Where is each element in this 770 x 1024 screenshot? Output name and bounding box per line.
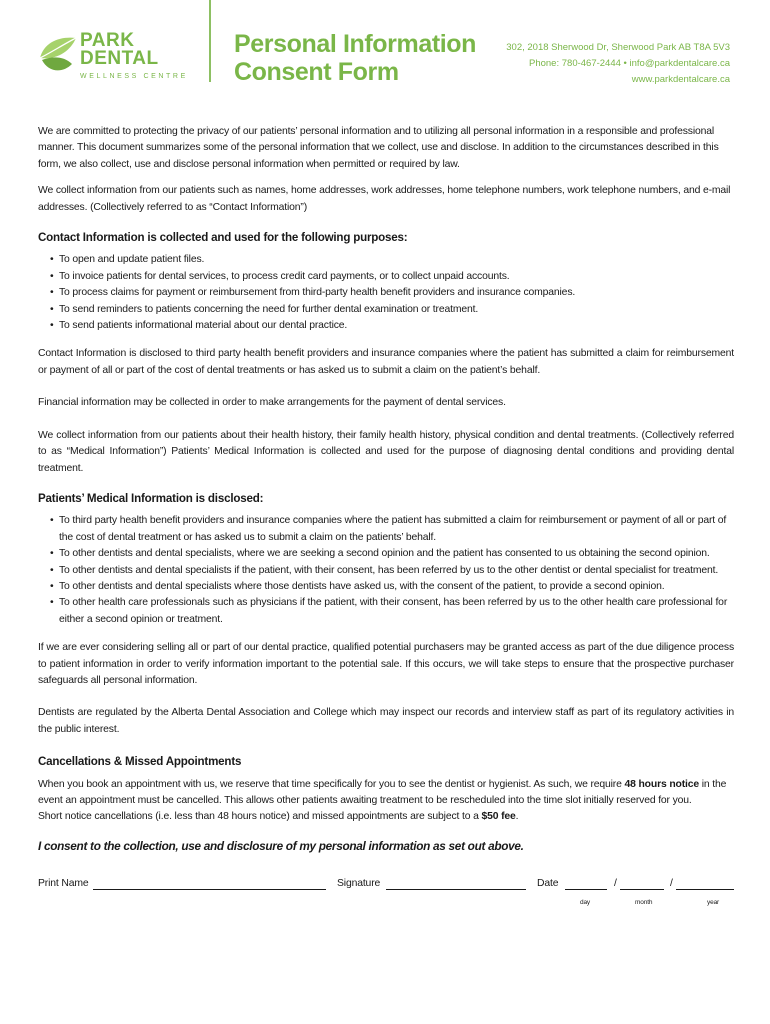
list-item: • To other dentists and dental specialists, where we are seeking a second opinion and the patient has consented to us obtaining the second opinion. (50, 546, 734, 562)
header-divider (209, 0, 211, 82)
clinic-website[interactable]: www.parkdentalcare.ca (631, 74, 730, 85)
date-label: Date (537, 878, 559, 890)
clinic-address: 302, 2018 Sherwood Dr, Sherwood Park AB T8A 5V3 (506, 42, 730, 53)
form-body (38, 124, 734, 906)
date-separator: / (670, 878, 673, 890)
print-name-label: Print Name (38, 878, 89, 890)
contact-purposes-list (38, 252, 734, 334)
clinic-phone-email[interactable]: Phone: 780-467-2444 • info@parkdentalcare.ca (529, 58, 730, 69)
date-day-field[interactable] (565, 889, 607, 890)
medical-disclosed-heading: Patients’ Medical Information is disclosed: (38, 491, 264, 505)
cancellations-text-3: Short notice cancellations (i.e. less than 48 hours notice) and missed appointments are subject to a (38, 811, 482, 823)
financial-info-paragraph: Financial information may be collected in order to make arrangements for the payment of dental services. (38, 397, 506, 409)
notice-period: 48 hours notice (624, 778, 700, 790)
logo-park-text: PARK (80, 30, 135, 51)
medical-info-paragraph: We collect information from our patients about their health history, their family health history, physical condition and dental treatments. (Collectively referred to as “Medical Information”) Patients’ Medical Information is collected and used for the purpose of diagnosing dental conditions and providing dental treatment. (38, 429, 734, 474)
form-title-line2: Consent Form (234, 58, 399, 86)
list-item: • To send patients informational material about our dental practice. (50, 318, 734, 334)
practice-sale-paragraph: If we are ever considering selling all or part of our dental practice, qualified potential purchasers may be granted access as part of the due diligence process to patient information in order to verify information important to the potential sale. If this occurs, we will take steps to ensure that the prospective purchaser safeguards all personal information. (38, 642, 734, 686)
leaf-logo-icon (38, 34, 78, 78)
month-caption: month (635, 899, 653, 907)
park-dental-logo (38, 30, 198, 86)
list-item: • To other dentists and dental specialists if the patient, with their consent, has been referred by us to the other dentist or dental specialist for treatment. (50, 563, 734, 579)
cancellations-text-4: . (515, 811, 519, 823)
signature-field[interactable] (386, 889, 526, 890)
list-item: • To other dentists and dental specialists where those dentists have asked us, with the consent of the patient, to provide a second opinion. (50, 579, 734, 595)
date-month-field[interactable] (620, 889, 664, 890)
date-year-field[interactable] (676, 889, 734, 890)
list-item: • To invoice patients for dental services, to process credit card payments, or to collect unpaid accounts. (50, 269, 734, 285)
intro-paragraph: We are committed to protecting the privacy of our patients’ personal information and to utilizing all personal information in a responsible and professional manner. This document summarizes some of the personal information that we collect, use and disclose. In addition to the circumstances described in this form, we also collect, use and disclose personal information when permitted or required by law. (38, 126, 719, 170)
signature-label: Signature (337, 878, 381, 890)
contact-purposes-heading: Contact Information is collected and used for the following purposes: (38, 231, 408, 245)
cancellation-fee: $50 fee (481, 811, 516, 823)
signature-row (38, 876, 734, 906)
contact-disclosed-paragraph: Contact Information is disclosed to third party health benefit providers and insurance companies where the patient has submitted a claim for reimbursement or payment of all or part of the cost of dental treatments or has asked us to submit a claim on the patient’s behalf. (38, 348, 734, 376)
logo-dental-text: DENTAL (80, 48, 159, 69)
cancellations-text-2: in the event an appointment must be cancelled. This allows other patients awaiting treatment to be rescheduled into the time slot initially reserved for you. (38, 778, 727, 806)
list-item: • To open and update patient files. (50, 252, 734, 268)
form-title-line1: Personal Information (234, 30, 477, 58)
day-caption: day (580, 899, 591, 907)
list-item: • To process claims for payment or reimbursement from third-party health benefit providers and insurance companies. (50, 285, 734, 301)
cancellations-text-1: When you book an appointment with us, we reserve that time specifically for you to see the dentist or hygienist. As such, we require (38, 778, 625, 790)
print-name-field[interactable] (93, 889, 326, 890)
consent-statement: I consent to the collection, use and disclosure of my personal information as set out above. (38, 838, 524, 853)
clinic-contact-block (506, 40, 730, 88)
cancellations-paragraph (38, 777, 734, 826)
list-item: • To send reminders to patients concerning the need for further dental examination or treatment. (50, 302, 734, 318)
list-item: • To third party health benefit providers and insurance companies where the patient has submitted a claim for reimbursement or payment of all or part of the cost of dental treatment or has asked us to submit a claim on the patients’ behalf. (50, 513, 734, 546)
form-title (234, 30, 476, 86)
logo-tagline: WELLNESS CENTRE (80, 73, 188, 80)
cancellations-heading: Cancellations & Missed Appointments (38, 755, 242, 769)
contact-info-paragraph: We collect information from our patients such as names, home addresses, work addresses, home telephone numbers, work telephone numbers, and e-mail addresses. (Collectively referred to as “Contact Information”) (38, 185, 731, 213)
date-separator: / (614, 878, 617, 890)
list-item: • To other health care professionals such as physicians if the patient, with their consent, has been referred by us to the other health care professional for either a second opinion or treatment. (50, 595, 734, 628)
medical-disclosed-list (38, 513, 734, 628)
regulation-paragraph: Dentists are regulated by the Alberta Dental Association and College which may inspect our records and interview staff as part of its regulatory activities in the public interest. (38, 707, 734, 735)
year-caption: year (707, 899, 720, 907)
